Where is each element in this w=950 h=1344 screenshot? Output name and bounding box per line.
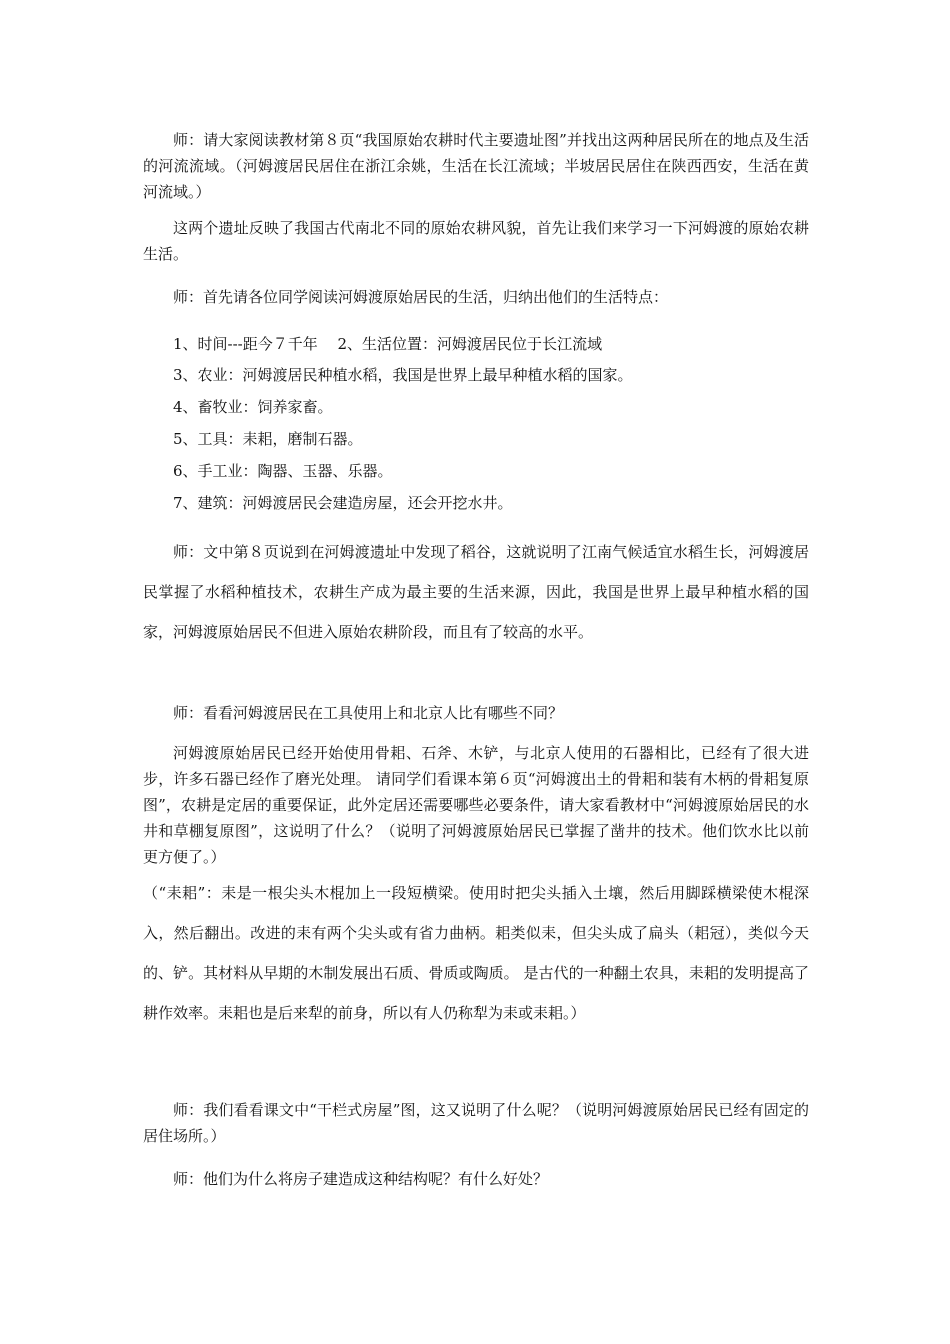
- list-item-tools: 5、工具：耒耜，磨制石器。: [173, 430, 363, 448]
- list-item-livestock: 4、畜牧业：饲养家畜。: [173, 398, 333, 416]
- list-item-handicraft: 6、手工业：陶器、玉器、乐器。: [173, 462, 393, 480]
- paragraph-reading-map-question: 师：请大家阅读教材第８页“我国原始农耕时代主要遗址图”并找出这两种居民所在的地点及生活的河流流域。（河姆渡居民居住在浙江余姚，生活在长江流域；半坡居民居住在陕西西安，生活在黄河流域。）: [143, 131, 809, 201]
- paragraph-life-characteristics-prompt: 师：首先请各位同学阅读河姆渡原始居民的生活，归纳出他们的生活特点：: [173, 288, 669, 306]
- list-item-agriculture: 3、农业：河姆渡居民种植水稻，我国是世界上最早种植水稻的国家。: [173, 366, 633, 384]
- paragraph-leisi-explanation: （“耒耜”：耒是一根尖头木棍加上一段短横梁。使用时把尖头插入土壤，然后用脚踩横梁使木棍深入，然后翻出。改进的耒有两个尖头或有省力曲柄。耜类似耒，但尖头成了扁头（耜冠），类似今天的、铲。其材料从早期的木制发展出石质、骨质或陶质。 是古代的一种翻土农具，耒耜的发明提高了耕作效率。耒耜也是后来犁的前身，所以有人仍称犁为耒或耒耜。）: [143, 884, 809, 1022]
- paragraph-house-structure-question: 师：他们为什么将房子建造成这种结构呢？有什么好处？: [173, 1170, 549, 1188]
- list-item-time-location: 1、时间---距今７千年 2、生活位置：河姆渡居民位于长江流域: [173, 335, 603, 353]
- paragraph-tools-comparison-question: 师：看看河姆渡居民在工具使用上和北京人比有哪些不同？: [173, 704, 564, 722]
- paragraph-rice-discovery: 师：文中第８页说到在河姆渡遗址中发现了稻谷，这就说明了江南气候适宜水稻生长，河姆渡居民掌握了水稻种植技术，农耕生产成为最主要的生活来源，因此，我国是世界上最早种植水稻的国家，河姆渡原始居民不但进入原始农耕阶段，而且有了较高的水平。: [143, 543, 809, 641]
- list-item-architecture: 7、建筑：河姆渡居民会建造房屋，还会开挖水井。: [173, 494, 513, 512]
- paragraph-tools-and-wells: 河姆渡原始居民已经开始使用骨耜、石斧、木铲，与北京人使用的石器相比，已经有了很大进步，许多石器已经作了磨光处理。 请同学们看课本第６页“河姆渡出土的骨耜和装有木柄的骨耜复原图”，农耕是定居的重要保证，此外定居还需要哪些必要条件，请大家看教材中“河姆渡原始居民的水井和草棚复原图”，这说明了什么？（说明了河姆渡原始居民已掌握了凿井的技术。他们饮水比以前更方便了。）: [143, 744, 809, 866]
- paragraph-stilt-house-question: 师：我们看看课文中“干栏式房屋”图，这又说明了什么呢？（说明河姆渡原始居民已经有固定的居住场所。）: [143, 1101, 809, 1145]
- paragraph-two-sites: 这两个遗址反映了我国古代南北不同的原始农耕风貌，首先让我们来学习一下河姆渡的原始农耕生活。: [143, 219, 809, 263]
